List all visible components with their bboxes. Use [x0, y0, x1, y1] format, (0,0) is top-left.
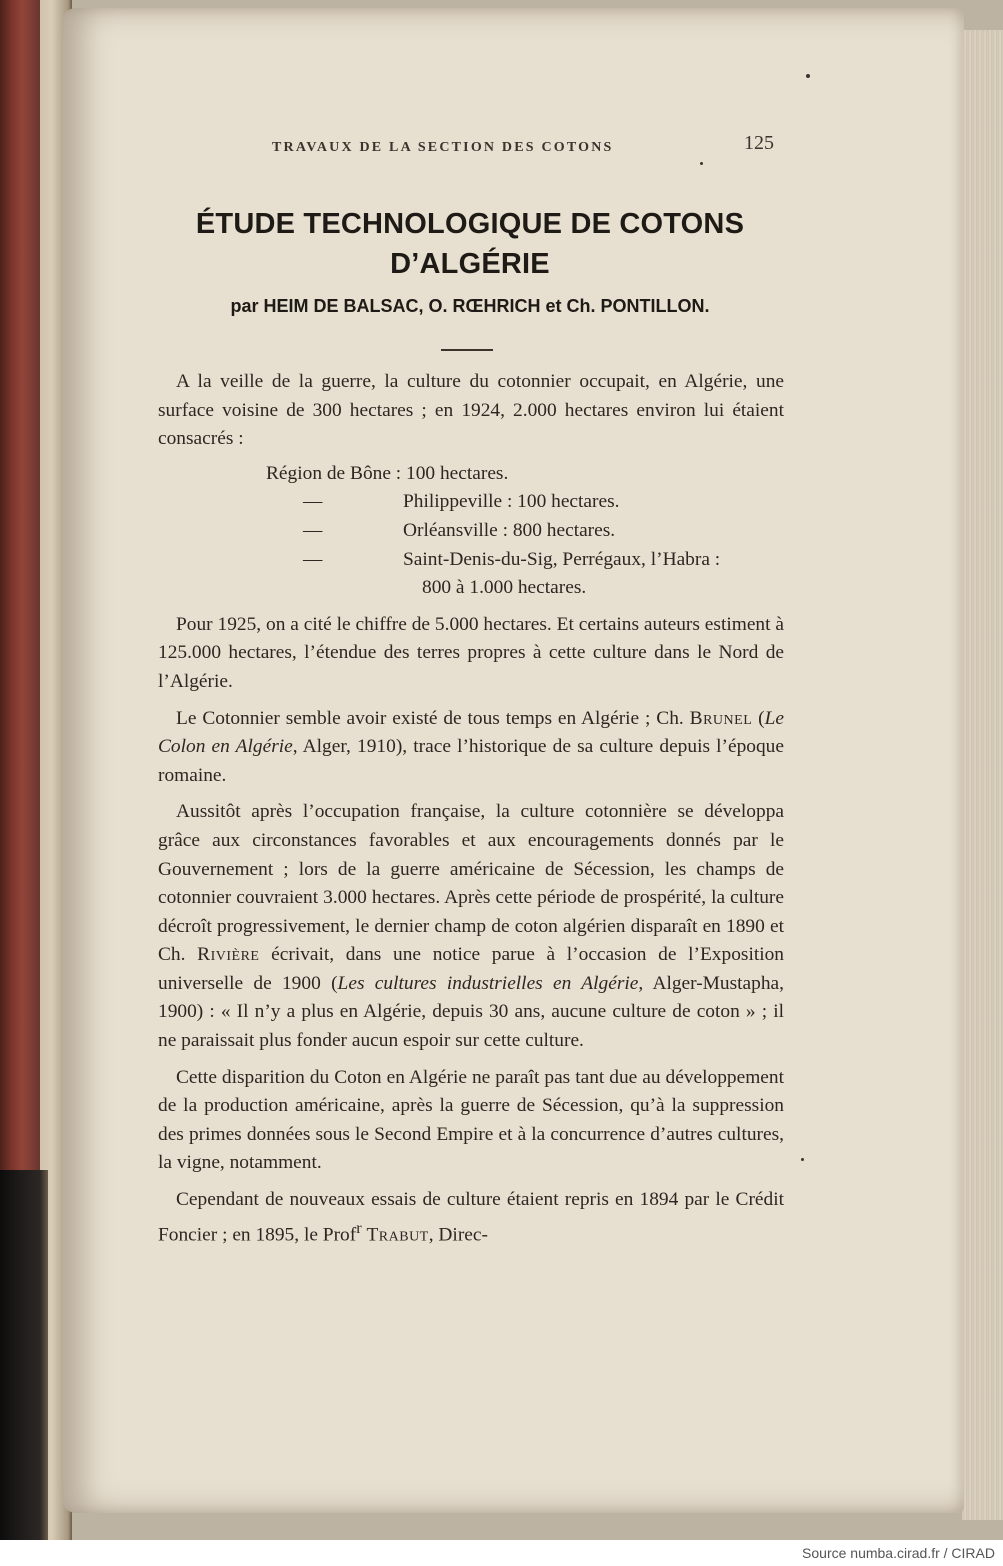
text-run: , Direc-: [428, 1224, 488, 1246]
paragraph-3: [158, 705, 784, 791]
superscript: r: [356, 1219, 362, 1237]
text-run: , Alger, 1910), trace l’historique de sa culture depuis l’époque romaine.: [158, 736, 784, 786]
running-head: TRAVAUX DE LA SECTION DES COTONS: [272, 140, 614, 155]
title-line-2: D’ALGÉRIE: [390, 248, 550, 280]
byline: par HEIM DE BALSAC, O. RŒHRICH et Ch. PONTILLON.: [230, 296, 710, 316]
paragraph-5: Cette disparition du Coton en Algérie ne paraît pas tant due au développement de la production américaine, après la guerre de Sécession, qu’à la suppression des primes données sous le Second Empire et à la concurrence d’autres cultures, la vigne, notamment.: [158, 1066, 784, 1174]
region-item: [158, 517, 784, 546]
binding-black-cloth: [0, 1170, 48, 1540]
region-text: Philippeville : 100 hectares.: [403, 491, 620, 513]
region-dash: —: [303, 548, 323, 570]
binding-red-cloth: [0, 0, 40, 1170]
text-run: écrivait, dans une notice parue à l’occasion de l’Exposition universelle de 1900 (: [158, 944, 784, 994]
author-name: Trabut: [366, 1224, 429, 1246]
page-edges: [962, 30, 1003, 1520]
author-name: Rivière: [197, 944, 260, 966]
region-dash: —: [303, 491, 323, 513]
speck-mark: [700, 162, 703, 165]
speck-mark: [801, 1158, 804, 1161]
text-run: Aussitôt après l’occupation française, la culture cotonnière se développa grâce aux circonstances favorables et aux encouragements donnés par le Gouvernement ; lors de la guerre américaine de Sécession, les champs de cotonnier couvraient 3.000 hectares. Après cette période de prospérité, la culture décroît progressivement, le dernier champ de coton algérien disparaît en 1890 et Ch.: [158, 801, 784, 966]
region-continuation: 800 à 1.000 hectares.: [422, 577, 587, 599]
paragraph-4: [158, 798, 784, 1055]
paragraph-2: Pour 1925, on a cité le chiffre de 5.000 hectares. Et certains auteurs estiment à 125.000 hectares, l’étendue des terres propres à cette culture dans le Nord de l’Algérie.: [158, 613, 784, 692]
region-list: [158, 460, 784, 603]
title-rule: [441, 349, 493, 351]
text-run: , Alger-Mustapha, 1900) : « Il n’y a plus en Algérie, depuis 30 ans, aucune culture de coton » ; il ne paraissait plus fonder aucun espoir sur cette culture.: [158, 972, 785, 1052]
region-item: [158, 460, 784, 489]
text-run: Le Cotonnier semble avoir existé de tous temps en Algérie ; Ch.: [176, 707, 690, 729]
author-name: Brunel: [689, 707, 753, 729]
speck-mark: [806, 74, 810, 78]
page-number: 125: [744, 132, 774, 154]
region-text: Région de Bône : 100 hectares.: [266, 462, 509, 484]
text-run: Cependant de nouveaux essais de culture étaient repris en 1894 par le Crédit Foncier ; en 1895, le Prof: [158, 1189, 784, 1246]
region-dash: —: [303, 519, 323, 541]
title-line-1: ÉTUDE TECHNOLOGIQUE DE COTONS: [195, 208, 745, 240]
book-title: Les cultures industrielles en Algérie: [337, 972, 639, 994]
paragraph-intro: A la veille de la guerre, la culture du cotonnier occupait, en Algérie, une surface voisine de 300 hectares ; en 1924, 2.000 hectares environ lui étaient consacrés :: [158, 371, 784, 450]
source-credit: Source numba.cirad.fr / CIRAD: [802, 1545, 995, 1561]
region-item: [158, 488, 784, 517]
region-text: Orléansville : 800 hectares.: [403, 519, 616, 541]
paragraph-6: [158, 1186, 784, 1250]
article-body: [158, 368, 784, 1250]
article-title: [160, 204, 780, 284]
region-text: Saint-Denis-du-Sig, Perrégaux, l’Habra :: [403, 548, 721, 570]
region-item: [158, 546, 784, 575]
text-run: (: [752, 707, 765, 729]
book-title: Le Colon en Algérie: [158, 707, 785, 758]
